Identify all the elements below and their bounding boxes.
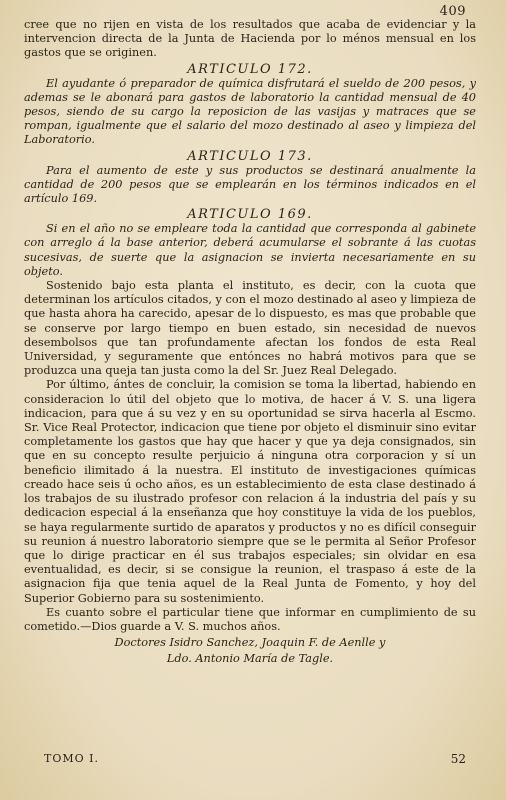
article-text: El ayudante ó preparador de química disfrutará el sueldo de 200 pesos, y ademas se le abonará para gastos de laboratorio la cantidad mensual de 40 pesos, siendo de su cargo la reposicion de las vasijas y matraces que se rompan, igualmente que el salario del mozo destinado al aseo y limpieza del Laboratorio.: [24, 76, 476, 147]
article-heading: ARTICULO 169.: [187, 207, 313, 223]
signature-line: Ldo. Antonio María de Tagle.: [166, 652, 334, 666]
paragraph-intro: cree que no rijen en vista de los resultados que acaba de evidenciar y la intervencion directa de la Junta de Hacienda por lo ménos mensual en los gastos que se originen.: [24, 18, 476, 60]
paragraph-closing: Es cuanto sobre el particular tiene que informar en cumplimiento de su cometido.—Dios guarde a V. S. muchos años.: [24, 605, 476, 633]
page-footer: [44, 752, 466, 766]
article-text: Si en el año no se empleare toda la cantidad que corresponda al gabinete con arreglo á la base anterior, deberá acumularse el sobrante á las cuotas sucesivas, de suerte que la asignacion se invierta necesariamente en su objeto.: [24, 222, 476, 278]
text-body: [24, 18, 476, 740]
paragraph-body: Sostenido bajo esta planta el instituto, es decir, con la cuota que determinan los artículos citados, y con el mozo destinado al aseo y limpieza de que hasta ahora ha carecido, apesar de lo dispuesto, es mas que probable que se conserve por largo tiempo en buen estado, sin necesidad de nuevos desembolsos que tan profundamente afectan los fondos de esta Real Universidad, y seguramente que entónces no habrá motivos para que se produzca una queja tan justa como la del Sr. Juez Real Delegado.: [24, 279, 476, 378]
page-number: 409: [439, 4, 466, 19]
article-heading: ARTICULO 173.: [187, 148, 313, 164]
article-heading: ARTICULO 172.: [187, 61, 313, 77]
volume-label: TOMO I.: [44, 752, 99, 765]
sheet-number: 52: [450, 752, 466, 766]
signature-line: Doctores Isidro Sanchez, Joaquin F. de Aenlle y: [114, 636, 386, 650]
paragraph-body: Por último, ántes de concluir, la comision se toma la libertad, habiendo en consideracion lo útil del objeto que lo motiva, de hacer á V. S. una ligera indicacion, para que á su vez y en su oportunidad se sirva hacerla al Escmo. Sr. Vice Real Protector, indicacion que tiene por objeto el disminuir sino evitar completamente los gastos que hay que hacer y que ya deja consignados, sin que en su concepto resulte perjuicio á ninguna otra corporacion y sí un beneficio ilimitado á la nuestra. El instituto de investigaciones químicas creado hace seis ú ocho años, es un establecimiento de esta clase destinado á los trabajos de su ilustrado profesor con relacion á la industria del país y su dedicacion especial á la enseñanza que hoy constituye la vida de los pueblos, se haya regularmente surtido de aparatos y productos y no es difícil conseguir su reunion á nuestro laboratorio siempre que se le permita al Señor Profesor que lo dirige practicar en él sus trabajos especiales; sin olvidar en esa eventualidad, es decir, si se consigue la reunion, el traspaso á este de la asignacion fija que tenia aquel de la Real Junta de Fomento, y hoy del Superior Gobierno para su sostenimiento.: [24, 378, 476, 605]
article-text: Para el aumento de este y sus productos se destinará anualmente la cantidad de 200 pesos que se emplearán en los términos indicados en el artículo 169.: [24, 163, 476, 206]
